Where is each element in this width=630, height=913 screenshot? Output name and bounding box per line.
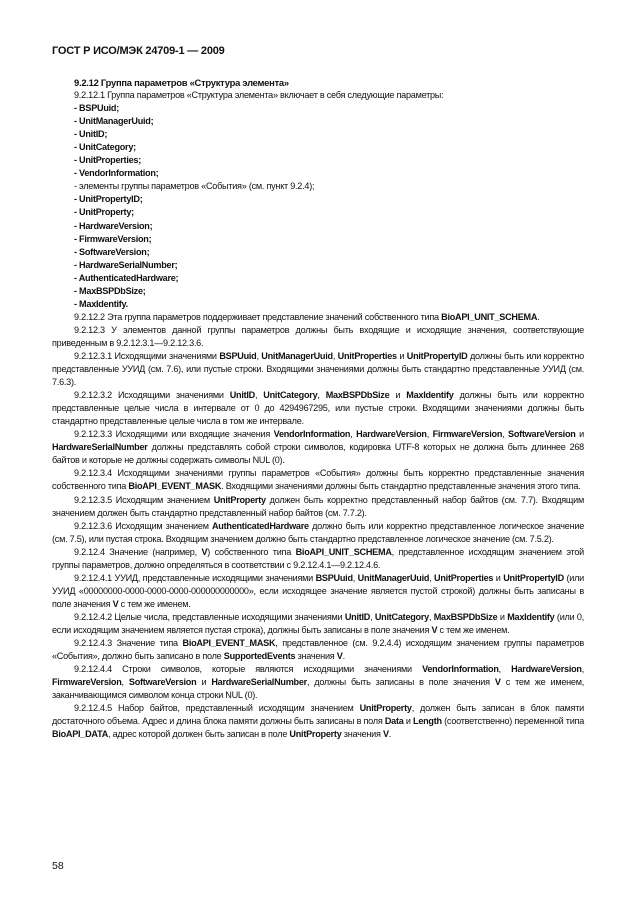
paragraph xyxy=(52,350,584,389)
text-run: (или 0, если исходящим значением является пустая строка), должны быть записаны в поле значения xyxy=(52,611,584,635)
text-run: должен быть корректно представленный набор байтов (см. 7.7). Входящим значением должен быть стандартно представленный набор байтов (см. 7.7.2). xyxy=(52,494,584,518)
bold-term: UnitCategory xyxy=(263,390,318,401)
text-run: (соответственно) переменной типа xyxy=(441,716,585,727)
page-number: 58 xyxy=(52,860,64,872)
text-run: , представленное исходящим значением этой группы параметров, должно определяться в соответствии с 9.2.12.4.1—9.2.12.4.6. xyxy=(52,546,585,570)
text-run: , должны быть записаны в поле значения xyxy=(306,677,495,688)
text-run: 9.2.12.4.1 УУИД, представленные исходящими значениями xyxy=(74,572,316,583)
text-run: должны быть или корректно представленные УУИД (см. 7.6), или пустые строки. Входящими значениями должны быть стандартно представленные УУИД (см. 7.6.3). xyxy=(52,350,584,388)
bold-term: BioAPI_EVENT_MASK xyxy=(128,481,222,492)
bold-term: UnitProperty xyxy=(359,703,412,714)
list-item: - UnitProperty; xyxy=(74,207,134,218)
paragraph xyxy=(52,572,584,611)
list-item: - элементы группы параметров «События» (см. пункт 9.2.4); xyxy=(74,181,315,192)
bold-term: HardwareVersion xyxy=(356,429,427,440)
bold-term: BioAPI_UNIT_SCHEMA xyxy=(295,546,392,557)
bold-term: UnitProperties xyxy=(337,350,397,361)
bold-term: MaxBSPDbSize xyxy=(433,611,498,622)
bold-term: V xyxy=(431,624,438,635)
paragraph xyxy=(52,637,584,663)
bold-term: BioAPI_UNIT_SCHEMA xyxy=(441,311,538,322)
text-run: . Входящими значениями должны быть стандартно представленные значения этого типа. xyxy=(221,481,581,492)
text-run: 9.2.12.3.6 Исходящим значением xyxy=(74,520,212,531)
bold-term: HardwareSerialNumber xyxy=(52,442,148,453)
list-item: - UnitProperties; xyxy=(74,155,141,166)
text-run: (или УУИД «00000000-0000-0000-0000-000000000000», если исходящее значение является пустой строкой) должны быть записаны в поле значения xyxy=(52,572,584,609)
paragraph xyxy=(52,663,584,702)
list-item: - UnitID; xyxy=(74,129,108,140)
bold-term: MaxIdentify xyxy=(406,390,454,401)
text-run: , xyxy=(317,390,326,401)
text-run: должны представлять собой строки символов, кодировка UTF-8 которых не должна быть длиннее 268 байтов и которые не должны содержать символы NUL (0). xyxy=(52,442,584,466)
list-item: - FirmwareVersion; xyxy=(74,233,152,244)
list-item: - UnitCategory; xyxy=(74,142,136,153)
bold-term: HardwareVersion xyxy=(511,664,582,675)
bold-term: UnitCategory xyxy=(374,611,429,622)
bold-term: HardwareSerialNumber xyxy=(211,677,307,688)
text-run: и xyxy=(196,677,212,688)
list-item: - HardwareVersion; xyxy=(74,220,153,231)
bold-term: Data xyxy=(384,716,404,727)
text-run: , xyxy=(370,611,375,622)
list-item: - VendorInformation; xyxy=(74,168,159,179)
bold-term: AuthenticatedHardware xyxy=(211,520,309,531)
text-run: . xyxy=(537,311,540,322)
bold-term: UnitPropertyID xyxy=(503,572,564,583)
bold-term: BioAPI_EVENT_MASK xyxy=(182,638,276,649)
text-run: , xyxy=(502,429,509,440)
bold-term: V xyxy=(382,729,389,740)
list-item: - HardwareSerialNumber; xyxy=(74,259,178,270)
page-header: ГОСТ Р ИСО/МЭК 24709-1 — 2009 xyxy=(52,45,225,57)
list-item: - MaxBSPDbSize; xyxy=(74,285,146,296)
paragraph xyxy=(52,311,584,324)
text-run: и xyxy=(396,350,407,361)
text-run: 9.2.12.3.5 Исходящим значением xyxy=(74,494,214,505)
text-run: с тем же именем. xyxy=(118,598,191,609)
text-run: 9.2.12.2 Эта группа параметров поддерживает представление значений собственного типа xyxy=(74,311,442,322)
bold-term: SoftwareVersion xyxy=(508,429,576,440)
text-run: , xyxy=(426,429,433,440)
text-run: , xyxy=(428,611,434,622)
text-run: и xyxy=(575,429,585,440)
paragraph xyxy=(52,520,584,546)
section-intro: 9.2.12.1 Группа параметров «Структура элемента» включает в себя следующие параметры: xyxy=(74,90,444,101)
paragraph xyxy=(52,324,584,350)
bold-term: V xyxy=(494,677,501,688)
bold-term: MaxIdentify xyxy=(507,611,555,622)
bold-term: UnitManagerUuid xyxy=(357,572,430,583)
section-heading: 9.2.12 Группа параметров «Структура элемента» xyxy=(74,77,289,88)
bold-term: MaxBSPDbSize xyxy=(325,390,390,401)
paragraphs xyxy=(52,311,584,742)
text-run: , xyxy=(121,677,129,688)
text-run: , адрес которой должен быть записан в поле xyxy=(108,729,290,740)
text-run: , xyxy=(581,664,584,675)
text-run: , xyxy=(256,350,262,361)
text-run: 9.2.12.4.3 Значение типа xyxy=(74,638,183,649)
text-run: 9.2.12.4 Значение (например, xyxy=(74,546,202,557)
paragraph xyxy=(52,428,584,467)
text-run: должно быть или корректно представленное логическое значение (см. 7.5), или пустая строка. Входящим значением должно быть стандартно представленное логическое значение (см. 7.5.2). xyxy=(52,520,585,544)
text-run: , представленное (см. 9.2.4.4) исходящим значением группы параметров «События», должно быть записано в поле xyxy=(52,638,584,662)
bold-term: BSPUuid xyxy=(219,350,257,361)
paragraph xyxy=(52,494,584,520)
bold-term: FirmwareVersion xyxy=(52,677,122,688)
text-run: , xyxy=(429,572,435,583)
bold-term: UnitID xyxy=(229,390,255,401)
text-run: 9.2.12.4.2 Целые числа, представленные исходящими значениями xyxy=(74,611,345,622)
paragraph xyxy=(52,611,584,637)
bold-term: SoftwareVersion xyxy=(128,677,197,688)
text-run: с тем же именем. xyxy=(437,624,510,635)
paragraph xyxy=(52,467,584,493)
bold-term: UnitPropertyID xyxy=(406,350,468,361)
text-run: и xyxy=(389,390,407,401)
text-run: , xyxy=(498,664,512,675)
list-item: - UnitPropertyID; xyxy=(74,194,143,205)
paragraph xyxy=(52,546,584,572)
bold-term: VendorInformation xyxy=(273,429,351,440)
bold-term: V xyxy=(112,598,119,609)
bold-term: V xyxy=(336,651,343,662)
text-run: ) собственного типа xyxy=(207,546,296,557)
parameter-list xyxy=(52,102,584,311)
bold-term: UnitManagerUuid xyxy=(261,350,333,361)
bold-term: VendorInformation xyxy=(422,664,499,675)
text-run: должны быть или корректно представленные целые числа в интервале от 0 до 4294967295, или пустые строки. Входящими значениями должны быть стандартно представленные целые числа в том же интервале. xyxy=(52,390,584,427)
bold-term: UnitProperty xyxy=(289,729,342,740)
bold-term: V xyxy=(201,546,208,557)
list-item: - MaxIdentify. xyxy=(74,298,128,309)
bold-term: SupportedEvents xyxy=(223,651,296,662)
text-run: с тем же именем, заканчивающимся символом конца строки NUL (0). xyxy=(52,677,584,701)
text-run: 9.2.12.3.1 Исходящими значениями xyxy=(74,350,220,361)
paragraph xyxy=(52,702,584,741)
text-run: 9.2.12.4.4 Строки символов, которые являются исходящими значениями xyxy=(74,664,423,675)
bold-term: FirmwareVersion xyxy=(432,429,503,440)
document-body xyxy=(52,76,584,741)
bold-term: BSPUuid xyxy=(315,572,353,583)
text-run: 9.2.12.3.2 Исходящими значениями xyxy=(74,390,230,401)
bold-term: UnitID xyxy=(344,611,371,622)
text-run: 9.2.12.4.5 Набор байтов, представленный исходящим значением xyxy=(74,703,360,714)
text-run: значения xyxy=(295,651,337,662)
text-run: 9.2.12.3 У элементов данной группы параметров должны быть входящие и исходящие значения, соответствующие приведенным в 9.2.12.3.1—9.2.12.3.6. xyxy=(52,324,584,348)
list-item: - BSPUuid; xyxy=(74,103,119,114)
list-item: - AuthenticatedHardware; xyxy=(74,272,179,283)
text-run: и xyxy=(493,572,504,583)
text-run: , xyxy=(352,572,358,583)
bold-term: UnitProperty xyxy=(213,494,266,505)
bold-term: Length xyxy=(413,716,442,727)
paragraph xyxy=(52,389,584,428)
text-run: 9.2.12.3.4 Исходящими значениями группы параметров «События» должны быть корректно представленные значения собственного типа xyxy=(52,468,584,492)
list-item: - UnitManagerUuid; xyxy=(74,116,154,127)
list-item: - SoftwareVersion; xyxy=(74,246,150,257)
text-run: и xyxy=(497,611,508,622)
text-run: , xyxy=(332,350,338,361)
text-run: значения xyxy=(341,729,383,740)
text-run: , должен быть записан в блок памяти достаточного объема. Адрес и длина блока памяти должны быть записаны в поля xyxy=(52,703,584,727)
text-run: . xyxy=(388,729,392,740)
text-run: , xyxy=(255,390,264,401)
text-run: , xyxy=(350,429,357,440)
text-run: . xyxy=(342,651,345,662)
text-run: 9.2.12.3.3 Исходящими или входящие значения xyxy=(74,429,274,440)
bold-term: UnitProperties xyxy=(434,572,494,583)
bold-term: BioAPI_DATA xyxy=(52,729,109,740)
text-run: и xyxy=(403,716,414,727)
